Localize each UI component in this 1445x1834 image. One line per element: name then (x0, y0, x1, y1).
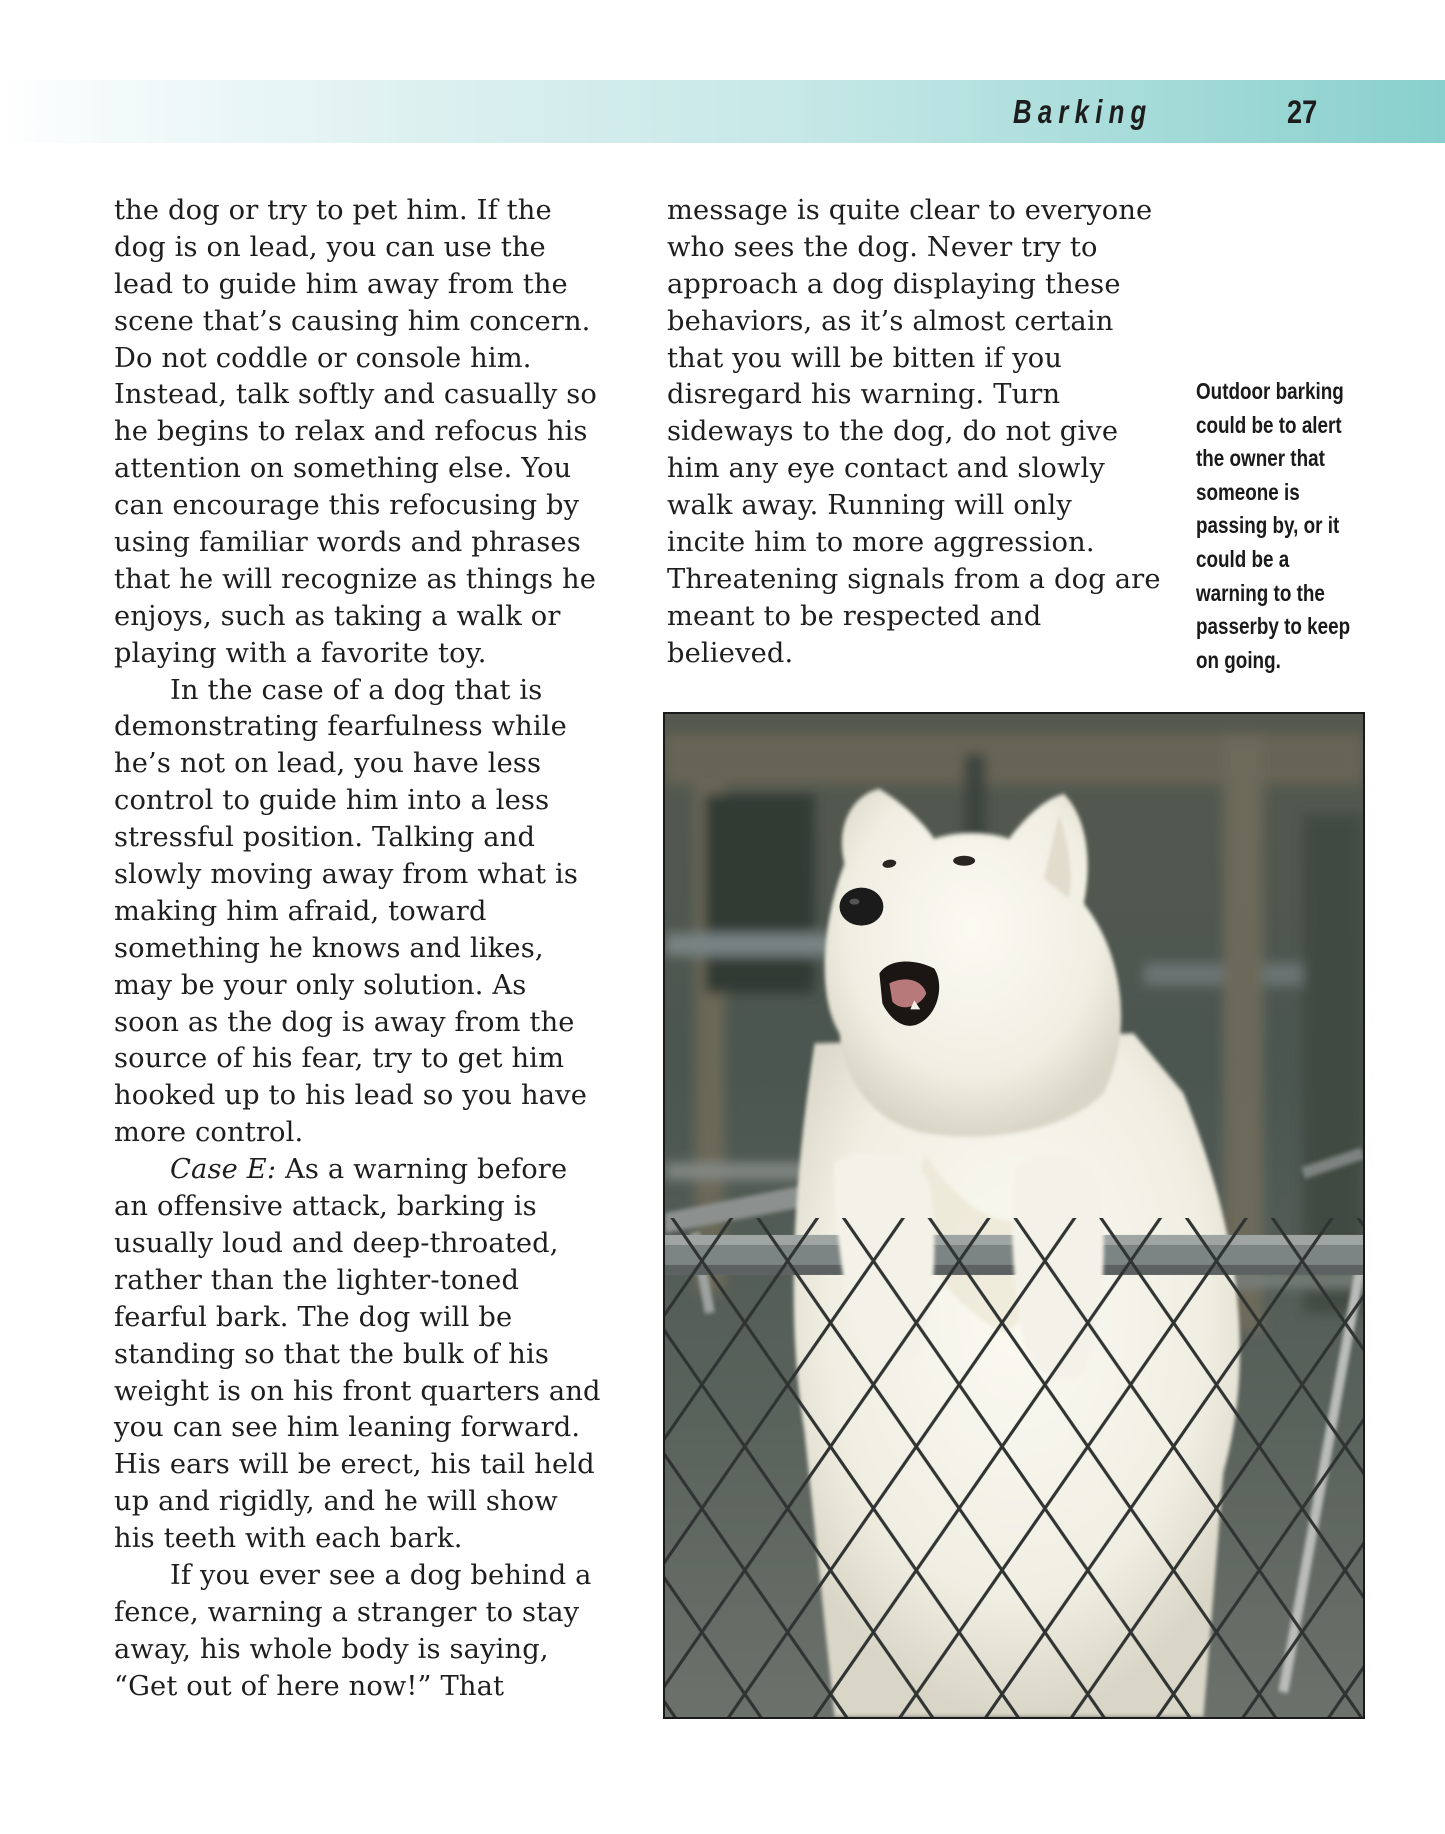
text-line: walk away. Running will only (667, 490, 1073, 522)
text-line: more control. (114, 1117, 304, 1149)
text-line: he’s not on lead, you have less (114, 748, 542, 780)
text-line: His ears will be erect, his tail held (114, 1449, 595, 1481)
running-header-band (0, 80, 1445, 143)
text-line: Do not coddle or console him. (114, 342, 532, 374)
text-line: message is quite clear to everyone (667, 195, 1153, 226)
text-line: enjoys, such as taking a walk or (114, 600, 561, 632)
text-run: As a warning before (276, 1154, 568, 1186)
text-line: away, his whole body is saying, (114, 1633, 549, 1665)
text-line: attention on something else. You (114, 453, 572, 485)
text-line: source of his fear, try to get him (114, 1043, 565, 1075)
text-line: something he knows and likes, (114, 932, 544, 964)
text-line: Threatening signals from a dog are (667, 563, 1161, 595)
text-line: demonstrating fearfulness while (114, 711, 567, 743)
caption-line: passing by, or it (1196, 512, 1340, 539)
text-line: hooked up to his lead so you have (114, 1080, 588, 1112)
text-line: dog is on lead, you can use the (114, 231, 546, 263)
text-line: Instead, talk softly and casually so (114, 379, 597, 411)
text-line: disregard his warning. Turn (667, 379, 1061, 411)
paragraph-start-line: If you ever see a dog behind a (170, 1559, 592, 1591)
caption-line: Outdoor barking (1196, 378, 1344, 404)
photo-caption (1196, 375, 1376, 677)
paragraph-start-line (114, 1152, 634, 1189)
caption-line: could be a (1196, 545, 1290, 572)
text-line: making him afraid, toward (114, 895, 487, 927)
caption-line: the owner that (1196, 445, 1325, 472)
text-line: believed. (667, 637, 794, 669)
caption-line: passerby to keep (1196, 613, 1351, 640)
text-line: usually loud and deep-throated, (114, 1227, 559, 1259)
text-line: he begins to relax and refocus his (114, 416, 588, 448)
text-line: that you will be bitten if you (667, 342, 1063, 374)
caption-line: on going. (1196, 646, 1281, 673)
text-line: behaviors, as it’s almost certain (667, 305, 1114, 337)
text-line: stressful position. Talking and (114, 822, 536, 854)
paragraph-start-line: In the case of a dog that is (170, 674, 543, 706)
text-line: sideways to the dog, do not give (667, 416, 1119, 448)
text-line: slowly moving away from what is (114, 859, 578, 891)
caption-line: someone is (1196, 478, 1300, 505)
text-line: control to guide him into a less (114, 785, 550, 817)
text-line: “Get out of here now!” That (114, 1670, 505, 1702)
text-line: rather than the lighter-toned (114, 1264, 520, 1296)
text-line: weight is on his front quarters and (114, 1375, 601, 1407)
body-column-middle (667, 193, 1187, 673)
text-line: fearful bark. The dog will be (114, 1301, 513, 1333)
text-line: lead to guide him away from the (114, 268, 568, 300)
dog-at-fence-image (665, 714, 1363, 1717)
case-label: Case E: (170, 1154, 277, 1186)
dog-photo (663, 712, 1365, 1719)
text-line: may be your only solution. As (114, 969, 527, 1001)
text-line: soon as the dog is away from the (114, 1006, 575, 1038)
text-line: you can see him leaning forward. (114, 1412, 581, 1444)
text-line: using familiar words and phrases (114, 527, 581, 559)
text-line: that he will recognize as things he (114, 563, 596, 595)
text-line: up and rigidly, and he will show (114, 1486, 558, 1518)
caption-line: could be to alert (1196, 411, 1342, 438)
text-line: who sees the dog. Never try to (667, 231, 1098, 263)
running-title: Barking (1013, 93, 1153, 130)
text-line: the dog or try to pet him. If the (114, 195, 552, 226)
text-line: his teeth with each bark. (114, 1523, 463, 1555)
text-line: meant to be respected and (667, 600, 1042, 632)
body-column-left (114, 193, 634, 1706)
text-line: standing so that the bulk of his (114, 1338, 550, 1370)
text-line: can encourage this refocusing by (114, 490, 580, 522)
text-line: approach a dog displaying these (667, 268, 1121, 300)
text-line: scene that’s causing him concern. (114, 305, 591, 337)
text-line: an offensive attack, barking is (114, 1191, 537, 1223)
text-line: incite him to more aggression. (667, 527, 1095, 559)
text-line: playing with a favorite toy. (114, 637, 487, 669)
text-line: him any eye contact and slowly (667, 453, 1105, 485)
text-line: fence, warning a stranger to stay (114, 1596, 580, 1628)
page-number: 27 (1287, 94, 1318, 130)
caption-line: warning to the (1196, 579, 1325, 606)
